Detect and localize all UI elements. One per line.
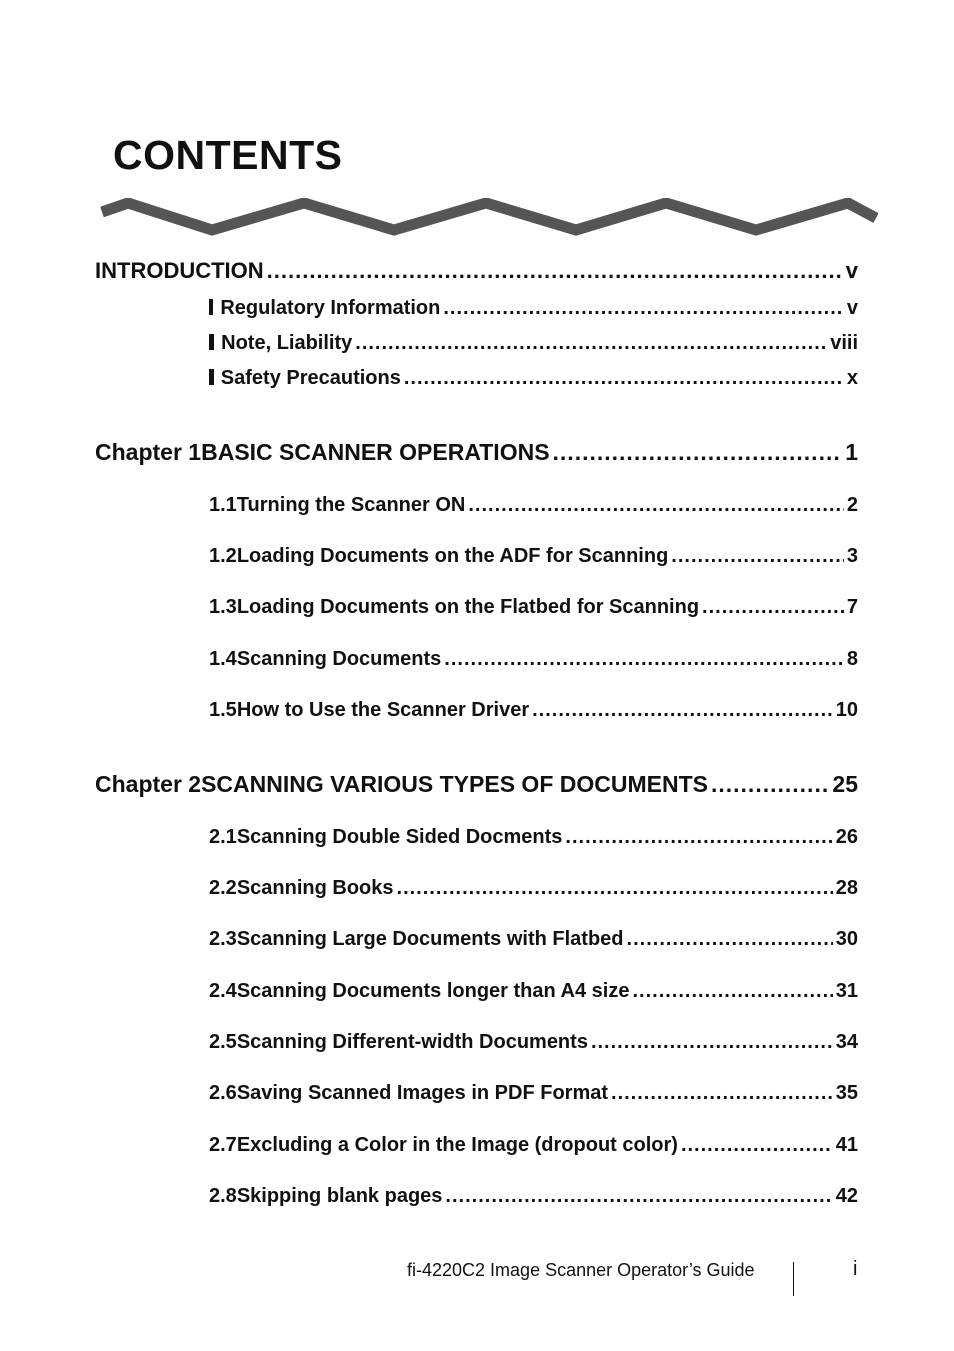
toc-page-number: v (845, 258, 858, 283)
dot-leader (565, 826, 832, 849)
toc-page-number: 31 (835, 980, 858, 1002)
dot-leader (444, 648, 844, 671)
dot-leader (627, 928, 833, 951)
toc-entry-chapter-2[interactable] (95, 771, 858, 798)
toc-entry-section-2-7[interactable] (209, 1134, 858, 1157)
toc-entry-section-1-1[interactable] (209, 494, 858, 517)
footer-divider (793, 1262, 794, 1296)
section-title: Scanning Documents longer than A4 size (236, 980, 630, 1002)
toc-page-number: 2 (846, 494, 858, 516)
dot-leader (681, 1134, 833, 1157)
toc-page-number: v (846, 297, 858, 319)
dot-leader (671, 545, 844, 568)
toc-page-number: 7 (846, 596, 858, 618)
toc-entry-title: Note, Liability (221, 332, 353, 354)
toc-entry-section-2-1[interactable] (209, 826, 858, 849)
dot-leader (445, 1185, 832, 1208)
toc-entry-section-1-5[interactable] (209, 699, 858, 722)
toc-entry-section-2-4[interactable] (209, 980, 858, 1003)
section-number: 2.4 (209, 980, 237, 1002)
toc-entry-section-2-3[interactable] (209, 928, 858, 951)
section-title: Scanning Documents (236, 648, 442, 670)
section-number: 2.7 (209, 1134, 237, 1156)
dot-leader (711, 771, 829, 798)
toc-entry-section-1-3[interactable] (209, 596, 858, 619)
section-title: Scanning Double Sided Docments (236, 826, 563, 848)
chapter-number: Chapter 2 (95, 771, 202, 797)
toc-page-number: 30 (835, 928, 858, 950)
zigzag-divider (100, 198, 878, 240)
section-number: 2.2 (209, 877, 237, 899)
section-number: 1.1 (209, 494, 237, 516)
dot-leader (468, 494, 844, 517)
section-number: 2.1 (209, 826, 237, 848)
footer-page-number: i (853, 1258, 858, 1280)
dot-leader (355, 332, 827, 355)
square-bullet-icon (209, 334, 214, 350)
dot-leader (404, 367, 844, 390)
toc-page-number: 10 (835, 699, 858, 721)
section-number: 1.4 (209, 648, 237, 670)
section-title: Excluding a Color in the Image (dropout color) (236, 1134, 678, 1156)
toc-entry-chapter-1[interactable] (95, 439, 858, 466)
toc-page-number: 3 (846, 545, 858, 567)
section-number: 1.2 (209, 545, 237, 567)
dot-leader (532, 699, 833, 722)
chapter-title: SCANNING VARIOUS TYPES OF DOCUMENTS (201, 771, 708, 797)
toc-page-number: 42 (835, 1185, 858, 1207)
toc-entry-section-2-8[interactable] (209, 1185, 858, 1208)
section-title: Scanning Different-width Documents (236, 1031, 588, 1053)
toc-page-number: 28 (835, 877, 858, 899)
dot-leader (553, 439, 843, 466)
toc-page-number: 8 (846, 648, 858, 670)
toc-page-number: 25 (832, 771, 858, 797)
section-title: Loading Documents on the Flatbed for Scanning (236, 596, 700, 618)
section-number: 2.8 (209, 1185, 237, 1207)
toc-entry-title: Regulatory Information (220, 297, 441, 319)
toc-entry-note-liability[interactable] (209, 332, 858, 355)
section-title: Scanning Books (236, 877, 394, 899)
toc-page-number: 1 (845, 439, 858, 465)
section-number: 2.5 (209, 1031, 237, 1053)
page-title: CONTENTS (113, 132, 343, 178)
square-bullet-icon (209, 299, 213, 315)
toc-entry-title: Safety Precautions (220, 367, 401, 389)
toc-page-number: viii (830, 332, 858, 354)
dot-leader (632, 980, 832, 1003)
footer-guide-title: fi-4220C2 Image Scanner Operator’s Guide (407, 1260, 755, 1280)
toc-entry-section-2-6[interactable] (209, 1082, 858, 1105)
toc-entry-section-2-5[interactable] (209, 1031, 858, 1054)
toc-page-number: 26 (835, 826, 858, 848)
toc-page-number: x (846, 367, 858, 389)
section-title: Scanning Large Documents with Flatbed (236, 928, 624, 950)
dot-leader (591, 1031, 833, 1054)
toc-entry-introduction[interactable] (95, 258, 858, 284)
toc-entry-section-1-2[interactable] (209, 545, 858, 568)
section-number: 2.6 (209, 1082, 237, 1104)
toc-entry-section-2-2[interactable] (209, 877, 858, 900)
section-title: How to Use the Scanner Driver (236, 699, 530, 721)
dot-leader (397, 877, 833, 900)
toc-entry-title: INTRODUCTION (95, 258, 264, 283)
toc-page-number: 34 (835, 1031, 858, 1053)
dot-leader (267, 258, 843, 284)
square-bullet-icon (209, 369, 214, 385)
toc-entry-regulatory-information[interactable] (209, 297, 858, 320)
section-number: 1.3 (209, 596, 237, 618)
toc-page-number: 41 (835, 1134, 858, 1156)
toc-page-number: 35 (835, 1082, 858, 1104)
section-title: Saving Scanned Images in PDF Format (236, 1082, 609, 1104)
section-title: Loading Documents on the ADF for Scanning (236, 545, 669, 567)
toc-entry-section-1-4[interactable] (209, 648, 858, 671)
section-number: 2.3 (209, 928, 237, 950)
section-title: Skipping blank pages (236, 1185, 443, 1207)
dot-leader (611, 1082, 833, 1105)
dot-leader (702, 596, 844, 619)
section-title: Turning the Scanner ON (236, 494, 466, 516)
toc-entry-safety-precautions[interactable] (209, 367, 858, 390)
chapter-title: BASIC SCANNER OPERATIONS (201, 439, 550, 465)
chapter-number: Chapter 1 (95, 439, 202, 465)
section-number: 1.5 (209, 699, 237, 721)
dot-leader (443, 297, 844, 320)
